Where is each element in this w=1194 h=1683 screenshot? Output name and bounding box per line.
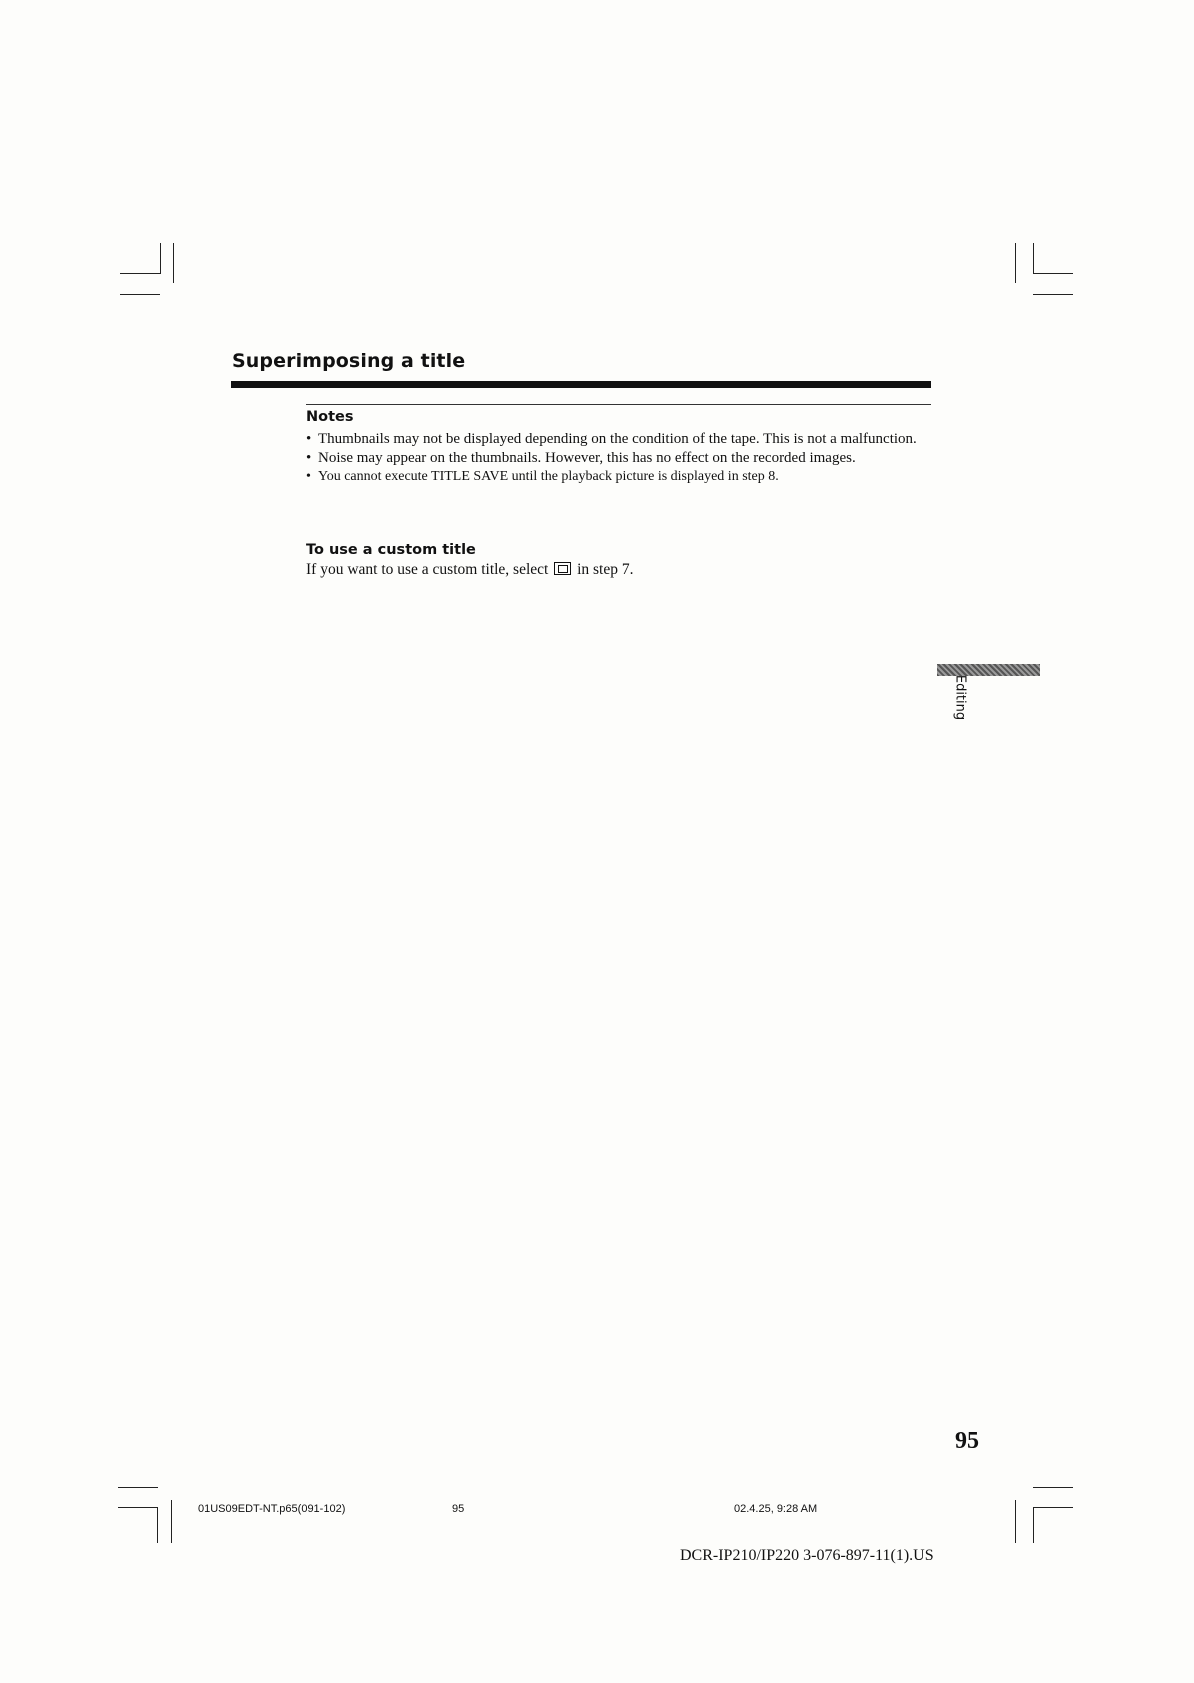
crop-mark-top-left-h: [120, 273, 160, 274]
page-number: 95: [955, 1428, 979, 1454]
crop-mark-top-right-v2: [1033, 243, 1034, 274]
crop-mark-bottom-left-h1: [118, 1487, 158, 1488]
footer-date: 02.4.25, 9:28 AM: [734, 1503, 818, 1515]
footer-file-name: 01US09EDT-NT.p65(091-102): [198, 1503, 346, 1515]
note-item: • You cannot execute TITLE SAVE until the playback picture is displayed in step 8.: [306, 468, 936, 486]
crop-mark-bottom-right-v2: [1033, 1507, 1034, 1543]
custom-title-heading: To use a custom title: [306, 542, 476, 558]
crop-mark-top-right-v1: [1015, 243, 1016, 283]
title-rule-thin: [306, 404, 931, 405]
crop-mark-bottom-left-h2: [118, 1507, 158, 1508]
crop-mark-bottom-right-h2: [1033, 1507, 1073, 1508]
crop-mark-bottom-right-v1: [1015, 1500, 1016, 1543]
crop-mark-top-left-v2: [173, 243, 174, 283]
crop-mark-top-left-v1: [160, 243, 161, 274]
section-title: Superimposing a title: [232, 350, 466, 372]
note-item: • Thumbnails may not be displayed depending on the condition of the tape. This is not a malfunction.: [306, 430, 936, 448]
crop-mark-bottom-left-v1: [157, 1507, 158, 1543]
footer-page-number: 95: [452, 1503, 465, 1515]
crop-mark-top-left-h2: [120, 294, 160, 295]
crop-mark-top-right-h2: [1033, 294, 1073, 295]
note-item: • Noise may appear on the thumbnails. However, this has no effect on the recorded images.: [306, 449, 936, 467]
crop-mark-bottom-left-v2: [171, 1500, 172, 1543]
custom-title-text-after: in step 7.: [577, 561, 634, 578]
notes-heading: Notes: [306, 409, 354, 425]
custom-title-text-before: If you want to use a custom title, select: [306, 561, 549, 578]
notes-list: [306, 430, 936, 487]
model-code: DCR-IP210/IP220 3-076-897-11(1).US: [680, 1547, 934, 1564]
section-side-label: Editing: [952, 674, 968, 721]
title-rule-thick: [231, 381, 931, 388]
crop-mark-top-right-h: [1033, 273, 1073, 274]
custom-title-icon: [554, 562, 571, 575]
crop-mark-bottom-right-h1: [1033, 1487, 1073, 1488]
custom-title-text: [306, 561, 634, 579]
